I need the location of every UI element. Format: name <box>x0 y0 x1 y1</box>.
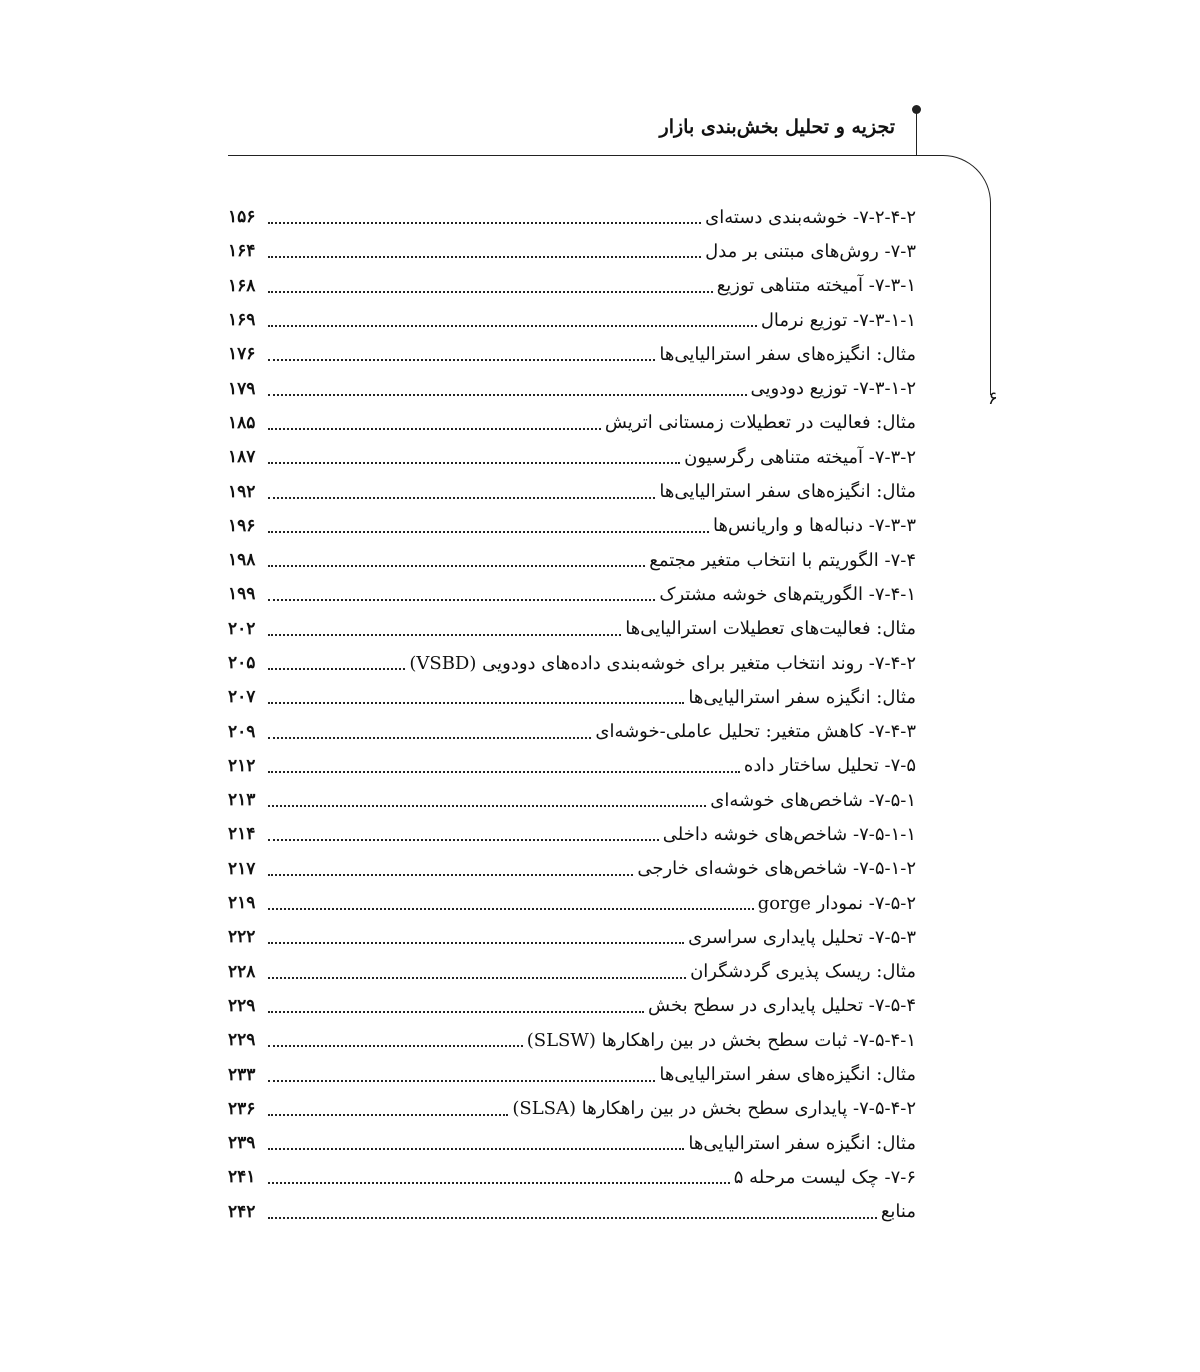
toc-dot-leader <box>268 599 655 601</box>
toc-entry <box>228 1023 916 1057</box>
toc-dot-leader <box>268 1217 877 1219</box>
toc-dot-leader <box>268 1080 655 1082</box>
toc-entry <box>228 1126 916 1160</box>
toc-entry <box>228 714 916 748</box>
toc-entry <box>228 783 916 817</box>
toc-entry <box>228 406 916 440</box>
toc-dot-leader <box>268 908 754 910</box>
toc-entry-page: ۲۲۲ <box>228 927 256 948</box>
toc-entry-page: ۲۰۷ <box>228 687 256 708</box>
toc-dot-leader <box>268 497 655 499</box>
toc-entry-page: ۱۷۶ <box>228 344 256 365</box>
toc-entry-title: ۷-۲-۴-۲- خوشه‌بندی دسته‌ای <box>705 206 916 228</box>
toc-entry-title: ۷-۳-۳- دنباله‌ها و واریانس‌ها <box>713 515 916 537</box>
header-curve-ornament <box>921 155 991 395</box>
toc-dot-leader <box>268 462 680 464</box>
toc-entry <box>228 543 916 577</box>
toc-entry <box>228 577 916 611</box>
toc-entry <box>228 680 916 714</box>
header-vertical-rule <box>916 110 917 156</box>
toc-entry-page: ۱۶۸ <box>228 275 256 296</box>
toc-dot-leader <box>268 771 740 773</box>
toc-dot-leader <box>268 256 701 258</box>
toc-dot-leader <box>268 291 713 293</box>
toc-entry-page: ۱۶۹ <box>228 310 256 331</box>
toc-dot-leader <box>268 1045 523 1047</box>
toc-dot-leader <box>268 1114 508 1116</box>
toc-entry-page: ۱۹۹ <box>228 584 256 605</box>
toc-entry <box>228 440 916 474</box>
toc-entry-title: ۷-۵-۴-۲- پایداری سطح بخش در بین راهکارها (SLSA) <box>512 1098 916 1120</box>
toc-entry-page: ۲۱۳ <box>228 790 256 811</box>
toc-entry <box>228 200 916 234</box>
toc-entry-title: ۷-۵-۳- تحلیل پایداری سراسری <box>688 926 916 948</box>
toc-dot-leader <box>268 222 701 224</box>
toc-entry-page: ۲۱۴ <box>228 824 256 845</box>
toc-entry-title: ۷-۵-۲- نمودار gorge <box>757 892 916 914</box>
toc-entry-page: ۲۴۲ <box>228 1201 256 1222</box>
toc-dot-leader <box>268 977 686 979</box>
toc-entry-page: ۲۲۹ <box>228 1030 256 1051</box>
toc-entry-title: منابع <box>880 1201 916 1223</box>
toc-entry-page: ۱۵۶ <box>228 207 256 228</box>
table-of-contents <box>228 200 916 1229</box>
toc-entry-title: ۷-۵- تحلیل ساختار داده <box>743 755 916 777</box>
toc-entry-title: ۷-۴-۱- الگوریتم‌های خوشه مشترک <box>659 583 916 605</box>
toc-entry <box>228 955 916 989</box>
toc-entry-title: مثال: فعالیت‌های تعطیلات استرالیایی‌ها <box>625 618 916 640</box>
toc-dot-leader <box>268 428 601 430</box>
toc-entry <box>228 371 916 405</box>
toc-entry-title: مثال: انگیزه سفر استرالیایی‌ها <box>688 686 916 708</box>
toc-entry-title: ۷-۵-۱-۲- شاخص‌های خوشه‌ای خارجی <box>637 858 916 880</box>
header-rule <box>228 155 926 156</box>
toc-entry-page: ۲۰۲ <box>228 618 256 639</box>
toc-dot-leader <box>268 1011 644 1013</box>
toc-entry-page: ۱۷۹ <box>228 378 256 399</box>
toc-entry <box>228 303 916 337</box>
toc-dot-leader <box>268 359 655 361</box>
toc-entry-title: ۷-۵-۴- تحلیل پایداری در سطح بخش <box>648 995 916 1017</box>
toc-dot-leader <box>268 325 757 327</box>
toc-entry <box>228 1160 916 1194</box>
toc-entry-page: ۱۹۲ <box>228 481 256 502</box>
toc-entry <box>228 817 916 851</box>
toc-entry <box>228 749 916 783</box>
toc-entry-page: ۲۰۵ <box>228 653 256 673</box>
toc-dot-leader <box>268 874 633 876</box>
page-number: ۶ <box>988 388 998 409</box>
toc-dot-leader <box>268 634 621 636</box>
toc-entry <box>228 234 916 268</box>
toc-entry-title: مثال: انگیزه سفر استرالیایی‌ها <box>688 1132 916 1154</box>
toc-entry-title: ۷-۳-۱- آمیخته متناهی توزیع <box>716 275 916 297</box>
toc-entry <box>228 1092 916 1126</box>
toc-entry-title: ۷-۳-۲- آمیخته متناهی رگرسیون <box>684 446 916 468</box>
toc-entry-page: ۲۳۶ <box>228 1098 256 1119</box>
toc-entry <box>228 269 916 303</box>
toc-entry-title: مثال: فعالیت در تعطیلات زمستانی اتریش <box>604 412 916 434</box>
toc-dot-leader <box>268 1182 730 1184</box>
toc-entry-title: ۷-۳- روش‌های مبتنی بر مدل <box>705 240 916 262</box>
header-dot-ornament <box>912 105 921 114</box>
toc-entry <box>228 474 916 508</box>
toc-entry-page: ۲۳۹ <box>228 1133 256 1154</box>
toc-entry-page: ۲۲۹ <box>228 995 256 1016</box>
toc-dot-leader <box>268 702 684 704</box>
toc-entry-title: ۷-۳-۱-۱- توزیع نرمال <box>760 309 916 331</box>
toc-entry-page: ۲۲۸ <box>228 961 256 982</box>
toc-entry-page: ۱۹۶ <box>228 515 256 536</box>
toc-entry <box>228 1057 916 1091</box>
toc-entry-title: مثال: انگیزه‌های سفر استرالیایی‌ها <box>659 343 916 365</box>
toc-entry-page: ۱۸۵ <box>228 412 256 433</box>
toc-dot-leader <box>268 1148 684 1150</box>
toc-entry <box>228 646 916 680</box>
toc-entry-page: ۱۸۷ <box>228 447 256 468</box>
toc-dot-leader <box>268 805 706 807</box>
toc-entry-page: ۱۶۴ <box>228 241 256 262</box>
toc-entry-page: ۲۳۳ <box>228 1064 256 1085</box>
toc-entry-title: ۷-۵-۱-۱- شاخص‌های خوشه داخلی <box>662 823 916 845</box>
toc-entry <box>228 509 916 543</box>
toc-entry <box>228 1195 916 1229</box>
toc-entry-title: ۷-۳-۱-۲- توزیع دودویی <box>750 378 916 400</box>
toc-entry <box>228 989 916 1023</box>
toc-entry-title: ۷-۴-۲- روند انتخاب متغیر برای خوشه‌بندی داده‌های دودویی (VSBD) <box>409 652 916 674</box>
toc-entry-page: ۲۱۷ <box>228 858 256 879</box>
toc-entry-title: مثال: انگیزه‌های سفر استرالیایی‌ها <box>659 1064 916 1086</box>
toc-entry <box>228 852 916 886</box>
toc-entry <box>228 612 916 646</box>
toc-dot-leader <box>268 942 684 944</box>
toc-entry-page: ۲۱۲ <box>228 755 256 776</box>
toc-dot-leader <box>268 668 405 670</box>
toc-entry-title: ۷-۵-۴-۱- ثبات سطح بخش در بین راهکارها (SLSW) <box>526 1029 916 1051</box>
toc-entry-title: ۷-۴- الگوریتم با انتخاب متغیر مجتمع <box>649 549 916 571</box>
toc-entry <box>228 337 916 371</box>
toc-entry-title: مثال: انگیزه‌های سفر استرالیایی‌ها <box>659 481 916 503</box>
toc-entry-page: ۲۰۹ <box>228 721 256 742</box>
toc-entry-page: ۲۴۱ <box>228 1167 256 1188</box>
toc-entry <box>228 920 916 954</box>
toc-entry-title: ۷-۵-۱- شاخص‌های خوشه‌ای <box>710 789 916 811</box>
toc-entry-page: ۲۱۹ <box>228 893 256 914</box>
toc-dot-leader <box>268 737 591 739</box>
toc-dot-leader <box>268 839 659 841</box>
toc-dot-leader <box>268 565 645 567</box>
toc-entry-title: مثال: ریسک پذیری گردشگران <box>690 961 916 983</box>
toc-entry-title: ۷-۶- چک لیست مرحله ۵ <box>733 1166 916 1188</box>
toc-entry-page: ۱۹۸ <box>228 550 256 571</box>
toc-entry <box>228 886 916 920</box>
toc-dot-leader <box>268 531 709 533</box>
toc-entry-title: ۷-۴-۳- کاهش متغیر: تحلیل عاملی-خوشه‌ای <box>595 721 916 743</box>
toc-dot-leader <box>268 394 747 396</box>
running-title: تجزیه و تحلیل بخش‌بندی بازار <box>659 116 895 138</box>
